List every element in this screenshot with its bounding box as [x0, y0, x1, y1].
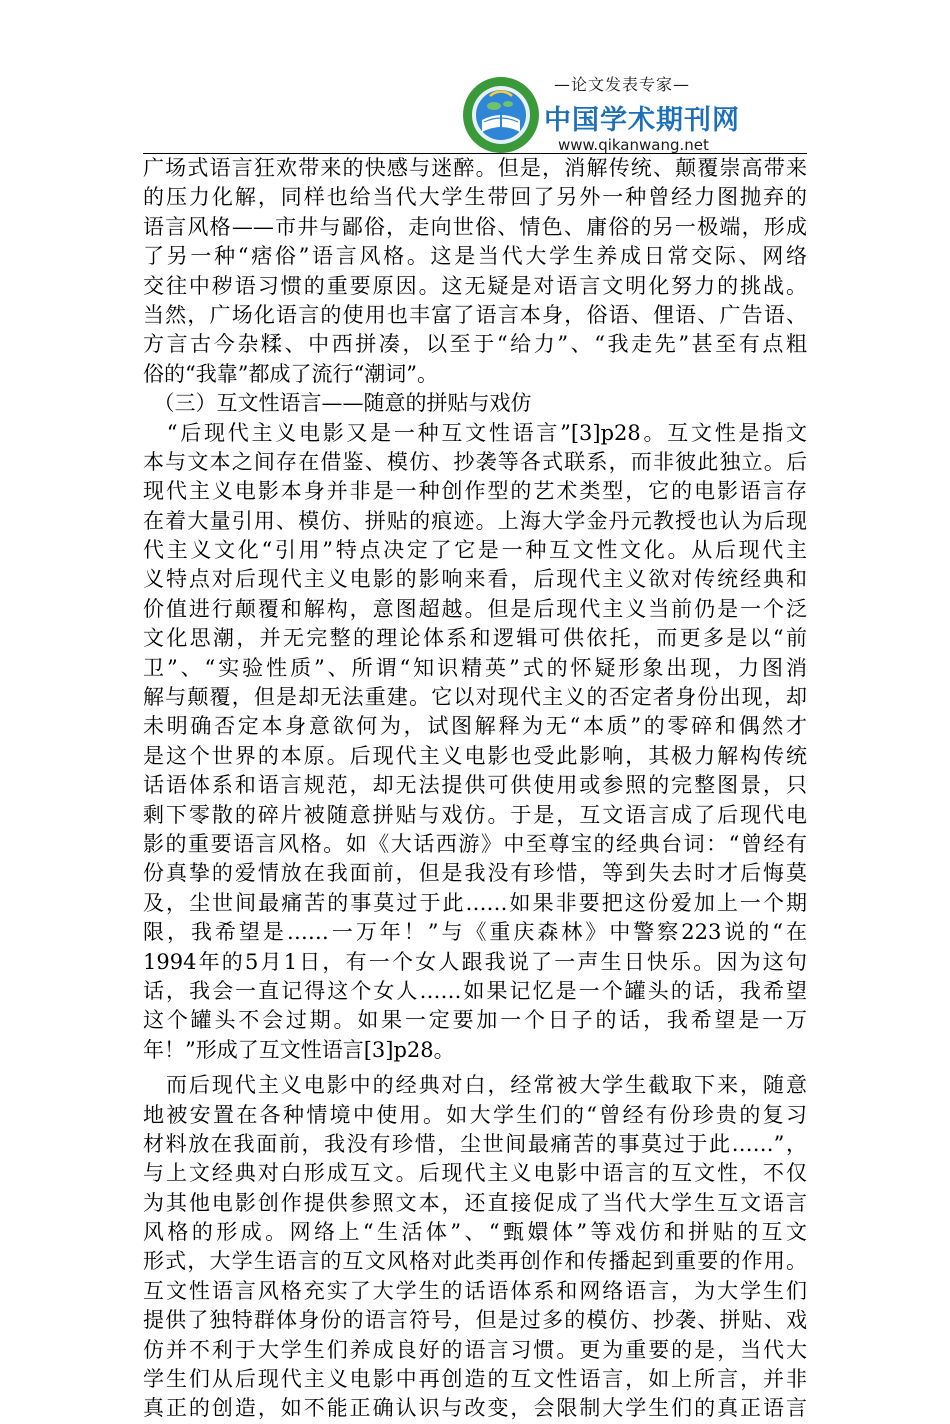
text-line: 解与颠覆，但是却无法重建。它以对现代主义的否定者身份出现，却 — [143, 685, 807, 710]
text-line: 是这个世界的本原。后现代主义电影也受此影响，其极力解构传统 — [143, 743, 807, 768]
text-line: 与上文经典对白形成互文。后现代主义电影中语言的互文性，不仅 — [143, 1161, 807, 1186]
text-line: 仿并不利于大学生们养成良好的语言习惯。更为重要的是，当代大 — [143, 1337, 807, 1362]
article-body — [143, 154, 807, 1424]
text-line: 互文性语言风格充实了大学生的话语体系和网络语言，为大学生们 — [143, 1278, 807, 1303]
text-line: 真正的创造，如不能正确认识与改变，会限制大学生们的真正语言 — [143, 1396, 807, 1421]
text-line: 当然，广场化语言的使用也丰富了语言本身，俗语、俚语、广告语、 — [143, 302, 807, 327]
text-line: 影的重要语言风格。如《大话西游》中至尊宝的经典台词：“曾经有 — [143, 831, 807, 856]
text-line: 限，我希望是……一万年！”与《重庆森林》中警察223说的“在 — [143, 920, 807, 945]
text-line: 风格的形成。网络上“生活体”、“甄嬛体”等戏仿和拼贴的互文 — [143, 1220, 807, 1245]
text-line: 地被安置在各种情境中使用。如大学生们的“曾经有份珍贵的复习 — [143, 1102, 807, 1127]
globe-book-seal-icon — [462, 76, 540, 154]
text-line: 学生们从后现代主义电影中再创造的互文性语言，如上所言，并非 — [143, 1367, 807, 1392]
text-line: 话，我会一直记得这个女人……如果记忆是一个罐头的话，我希望 — [143, 978, 807, 1003]
text-line: （三）互文性语言——随意的拼贴与戏仿 — [143, 391, 532, 416]
text-line: 本与文本之间存在借鉴、模仿、抄袭等各式联系，而非彼此独立。后 — [143, 449, 807, 474]
journal-logo — [462, 66, 740, 161]
text-line: 代主义文化“引用”特点决定了它是一种互文性文化。从后现代主 — [143, 538, 807, 563]
brand-tagline: —论文发表专家— — [553, 75, 690, 94]
brand-name: 中国学术期刊网 — [544, 105, 740, 136]
text-line: 为其他电影创作提供参照文本，还直接促成了当代大学生互文语言 — [143, 1190, 807, 1215]
text-line: 份真挚的爱情放在我面前，但是我没有珍惜，等到失去时才后悔莫 — [143, 861, 807, 886]
text-line: 及，尘世间最痛苦的事莫过于此……如果非要把这份爱加上一个期 — [143, 890, 807, 915]
text-line: 材料放在我面前，我没有珍惜，尘世间最痛苦的事莫过于此……”， — [143, 1131, 807, 1156]
text-line: 广场式语言狂欢带来的快感与迷醉。但是，消解传统、颠覆崇高带来 — [143, 156, 807, 180]
brand-url: www.qikanwang.net — [558, 136, 709, 154]
text-line: 了另一种“痞俗”语言风格。这是当代大学生养成日常交际、网络 — [143, 244, 807, 269]
text-line: 卫”、“实验性质”、所谓“知识精英”式的怀疑形象出现，力图消 — [143, 655, 807, 680]
text-line: 形式，大学生语言的互文风格对此类再创作和传播起到重要的作用。 — [143, 1249, 807, 1274]
text-line: 1994年的5月1日，有一个女人跟我说了一声生日快乐。因为这句 — [143, 949, 807, 974]
text-line: 交往中秽语习惯的重要原因。这无疑是对语言文明化努力的挑战。 — [143, 273, 807, 298]
text-line: “后现代主义电影又是一种互文性语言”[3]p28。互文性是指文 — [143, 420, 807, 445]
text-line: 现代主义电影本身并非是一种创作型的艺术类型，它的电影语言存 — [143, 479, 807, 504]
text-line: 文化思潮，并无完整的理论体系和逻辑可供依托，而更多是以“前 — [143, 626, 807, 651]
text-line: 价值进行颠覆和解构，意图超越。但是后现代主义当前仍是一个泛 — [143, 596, 807, 621]
text-line: 未明确否定本身意欲何为，试图解释为无“本质”的零碎和偶然才 — [143, 714, 807, 739]
text-line: 俗的“我靠”都成了流行“潮词”。 — [143, 361, 438, 386]
text-line: 方言古今杂糅、中西拼凑，以至于“给力”、“我走先”甚至有点粗 — [143, 332, 807, 357]
text-line: 而后现代主义电影中的经典对白，经常被大学生截取下来，随意 — [143, 1073, 807, 1098]
text-line: 这个罐头不会过期。如果一定要加一个日子的话，我希望是一万 — [143, 1008, 807, 1033]
text-line: 提供了独特群体身份的语言符号，但是过多的模仿、抄袭、拼贴、戏 — [143, 1308, 807, 1333]
text-line: 年！”形成了互文性语言[3]p28。 — [143, 1037, 455, 1062]
text-line: 在着大量引用、模仿、拼贴的痕迹。上海大学金丹元教授也认为后现 — [143, 508, 807, 533]
text-line: 的压力化解，同样也给当代大学生带回了另外一种曾经力图抛弃的 — [143, 185, 807, 210]
text-line: 语言风格——市井与鄙俗，走向世俗、情色、庸俗的另一极端，形成 — [143, 214, 807, 239]
text-line: 义特点对后现代主义电影的影响来看，后现代主义欲对传统经典和 — [143, 567, 807, 592]
text-line: 话语体系和语言规范，却无法提供可供使用或参照的完整图景，只 — [143, 773, 807, 798]
text-line: 剩下零散的碎片被随意拼贴与戏仿。于是，互文语言成了后现代电 — [143, 802, 807, 827]
